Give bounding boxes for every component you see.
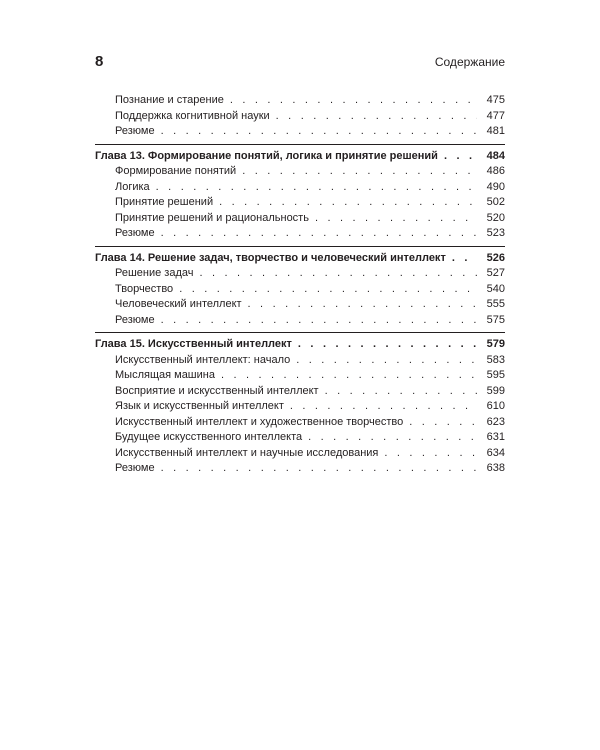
toc-entry-title: Резюме [115,313,155,326]
toc-entry-page: 634 [486,446,505,459]
chapter-title: Глава 13. Формирование понятий, логика и принятие решений [95,149,438,162]
page-header [95,52,505,72]
page-number: 8 [95,53,104,70]
toc-entry-page: 623 [486,415,505,428]
toc-entry-title: Искусственный интеллект и художественное творчество [115,415,404,428]
toc-entry-page: 540 [486,282,505,295]
toc-entry[interactable] [95,399,505,415]
toc-entry[interactable] [95,226,505,242]
toc-entry-title: Резюме [115,227,155,239]
toc-entry-page: 481 [486,125,505,137]
divider [95,144,505,145]
toc-entry[interactable] [95,461,505,477]
divider [95,332,505,333]
toc-entry-title: Формирование понятий [115,165,237,177]
toc-entry[interactable] [95,282,505,298]
toc-entry-page: 575 [486,313,505,326]
divider [95,246,505,247]
leader-dots [230,93,477,109]
leader-dots [248,297,477,313]
toc-entry[interactable] [95,415,505,431]
leader-dots [384,446,477,462]
toc-entry-title: Язык и искусственный интеллект [115,400,284,412]
toc-entry[interactable] [95,195,505,211]
chapter-page: 579 [486,338,505,350]
running-head: Содержание [434,55,505,69]
toc-entry-title: Мыслящая машина [115,369,215,381]
toc-entry[interactable] [95,124,505,140]
toc-entry[interactable] [95,384,505,400]
leader-dots [409,415,477,431]
leader-dots [296,353,477,369]
toc-entry-title: Поддержка когнитивной науки [115,109,270,122]
toc-entry-page: 520 [486,211,505,224]
toc-entry-page: 527 [486,267,505,279]
leader-dots [161,313,477,329]
toc-entry[interactable] [95,180,505,196]
toc-entry[interactable] [95,211,505,227]
toc-entry[interactable] [95,353,505,369]
toc-entry-page: 610 [486,400,505,412]
leader-dots [161,461,477,477]
leader-dots [308,430,477,446]
leader-dots [219,195,477,211]
toc-entry-page: 638 [486,462,505,474]
toc-entry[interactable] [95,313,505,329]
toc-entry[interactable] [95,164,505,180]
toc-entry-title: Искусственный интеллект и научные исследования [115,446,379,459]
toc-entry-page: 595 [486,369,505,381]
toc-entry-page: 477 [486,109,505,122]
toc-entry-title: Человеческий интеллект [115,298,242,310]
chapter-page: 526 [486,251,505,264]
toc-entry[interactable] [95,430,505,446]
toc-entry[interactable] [95,446,505,462]
toc-entry-title: Искусственный интеллект: начало [115,353,291,366]
leader-dots [315,211,477,227]
toc-entry-title: Творчество [115,282,174,295]
toc-chapter-14[interactable] [95,251,505,267]
leader-dots [452,251,477,267]
toc-entry-page: 475 [486,94,505,106]
leader-dots [298,337,477,353]
leader-dots [221,368,477,384]
toc-entry[interactable] [95,368,505,384]
toc-entry-page: 486 [486,165,505,177]
leader-dots [242,164,477,180]
toc-entry-title: Логика [115,180,150,193]
toc-entry-page: 523 [486,227,505,239]
table-of-contents [95,93,505,477]
leader-dots [276,109,477,125]
leader-dots [325,384,477,400]
toc-entry-page: 502 [486,196,505,208]
leader-dots [444,149,477,165]
toc-entry-page: 555 [486,298,505,310]
toc-entry-title: Принятие решений и рациональность [115,211,309,224]
toc-entry-title: Резюме [115,462,155,474]
toc-entry-title: Принятие решений [115,196,214,208]
toc-entry-page: 583 [486,353,505,366]
leader-dots [161,226,477,242]
leader-dots [161,124,477,140]
leader-dots [156,180,477,196]
toc-entry-title: Восприятие и искусственный интеллект [115,384,319,397]
toc-entry-page: 490 [486,180,505,193]
leader-dots [290,399,477,415]
toc-entry[interactable] [95,297,505,313]
toc-entry-page: 631 [486,431,505,443]
chapter-title: Глава 14. Решение задач, творчество и человеческий интеллект [95,251,446,264]
leader-dots [179,282,477,298]
chapter-title: Глава 15. Искусственный интеллект [95,338,292,350]
toc-entry[interactable] [95,266,505,282]
toc-chapter-15[interactable] [95,337,505,353]
toc-chapter-13[interactable] [95,149,505,165]
toc-entry[interactable] [95,93,505,109]
toc-entry[interactable] [95,109,505,125]
toc-entry-title: Будущее искусственного интеллекта [115,431,303,443]
toc-entry-page: 599 [486,384,505,397]
toc-entry-title: Резюме [115,125,155,137]
chapter-page: 484 [486,149,505,162]
toc-entry-title: Решение задач [115,267,194,279]
toc-entry-title: Познание и старение [115,94,224,106]
leader-dots [200,266,478,282]
